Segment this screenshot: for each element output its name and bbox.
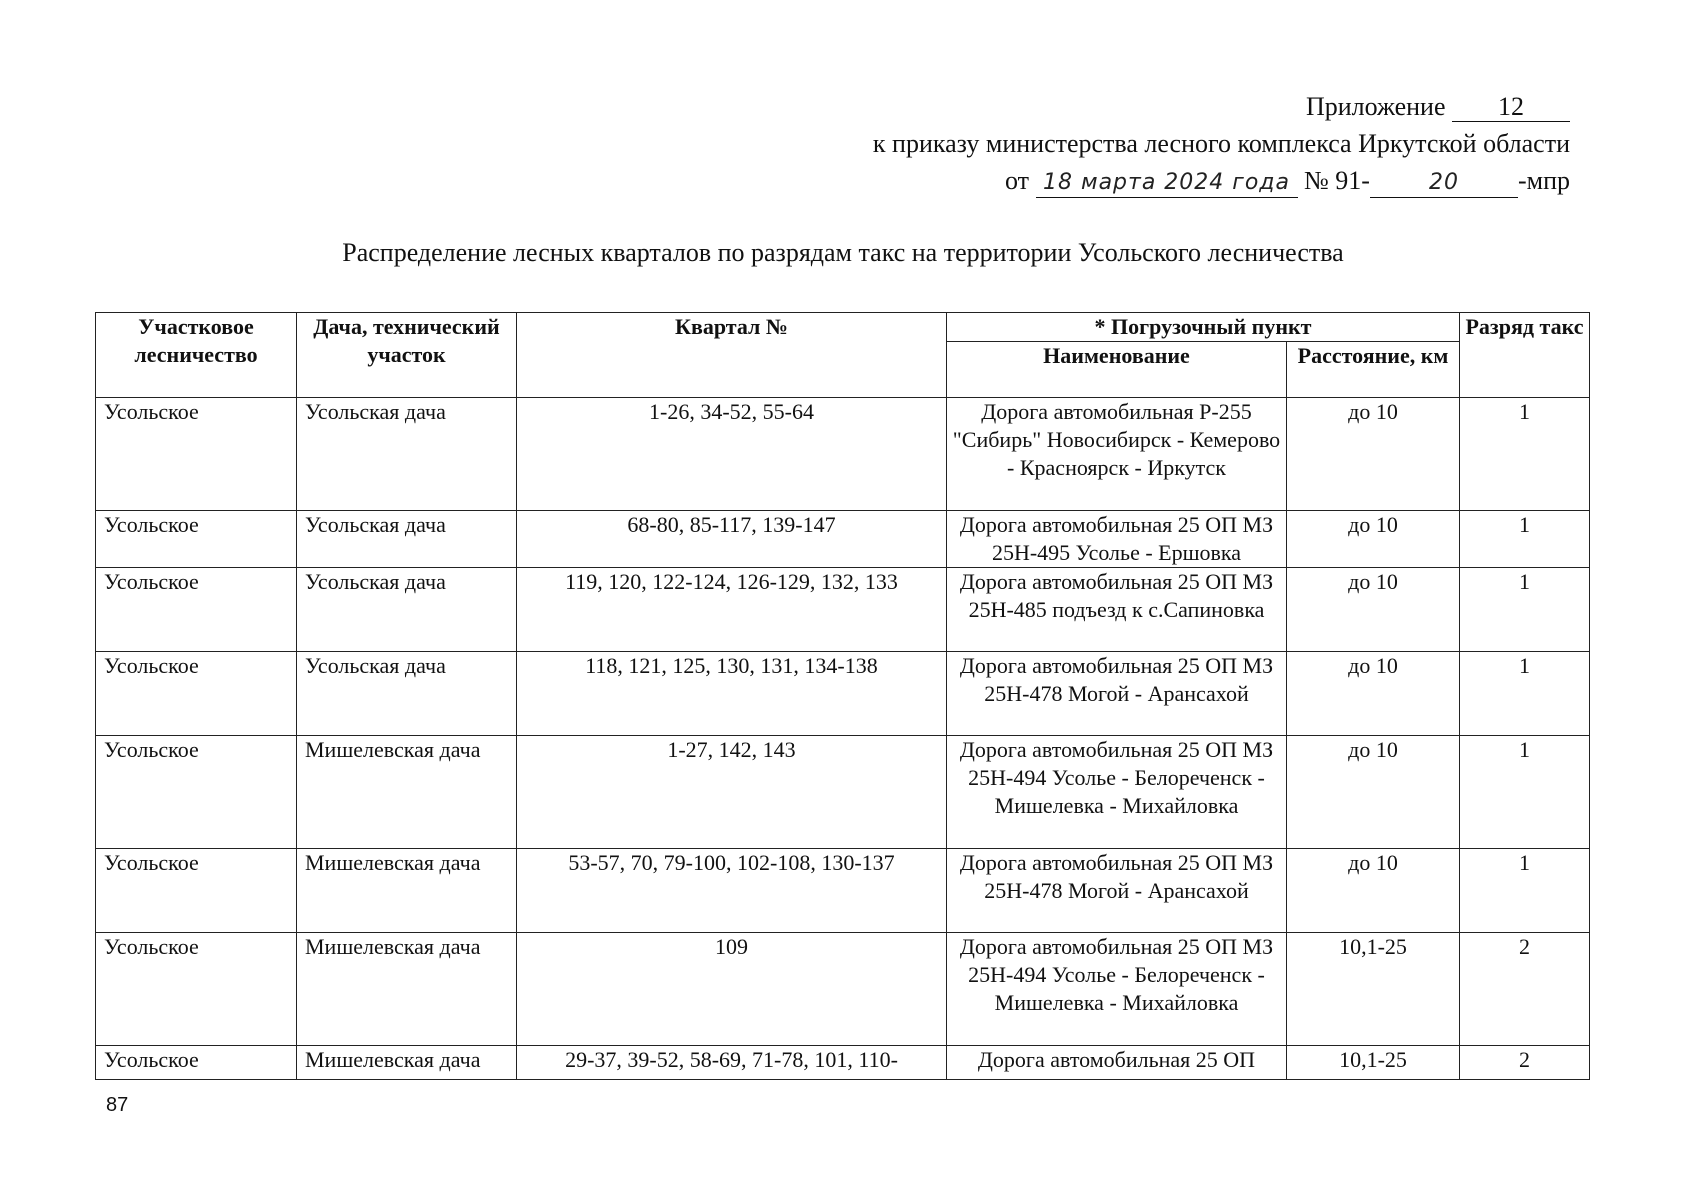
cell-distance: 10,1-25 xyxy=(1287,933,1460,1046)
cell-district: Усольское xyxy=(96,849,297,933)
appendix-order-line: к приказу министерства лесного комплекса Иркутской области xyxy=(872,129,1570,158)
appendix-block xyxy=(873,88,1570,199)
table-row xyxy=(96,849,1590,933)
appendix-title-line xyxy=(873,88,1570,125)
cell-road: Дорога автомобильная 25 ОП xyxy=(947,1046,1287,1080)
cell-rank: 2 xyxy=(1460,1046,1590,1080)
cell-distance: до 10 xyxy=(1287,849,1460,933)
cell-dacha: Усольская дача xyxy=(297,511,517,568)
table-row xyxy=(96,736,1590,849)
appendix-num-suffix: -мпр xyxy=(1517,166,1570,195)
cell-district: Усольское xyxy=(96,511,297,568)
cell-district: Усольское xyxy=(96,568,297,652)
table-row xyxy=(96,933,1590,1046)
header-distance: Расстояние, км xyxy=(1287,342,1460,398)
appendix-label: Приложение xyxy=(1305,92,1446,121)
table-row xyxy=(96,511,1590,568)
document-title: Распределение лесных кварталов по разрядам такс на территории Усольского лесничества xyxy=(342,238,1344,267)
appendix-number: 12 xyxy=(1452,93,1570,122)
cell-quarters: 1-26, 34-52, 55-64 xyxy=(517,398,947,511)
header-district: Участковое лесничество xyxy=(96,313,297,398)
table-row xyxy=(96,652,1590,736)
cell-district: Усольское xyxy=(96,933,297,1046)
header-loading-point: * Погрузочный пункт xyxy=(947,313,1460,342)
cell-road: Дорога автомобильная 25 ОП МЗ 25Н-485 подъезд к с.Сапиновка xyxy=(947,568,1287,652)
cell-distance: 10,1-25 xyxy=(1287,1046,1460,1080)
table-body xyxy=(96,398,1590,1080)
cell-district: Усольское xyxy=(96,652,297,736)
cell-rank: 1 xyxy=(1460,511,1590,568)
table-row xyxy=(96,398,1590,511)
header-dacha: Дача, технический участок xyxy=(297,313,517,398)
appendix-num-handwritten: 20 xyxy=(1370,169,1518,198)
cell-district: Усольское xyxy=(96,736,297,849)
cell-dacha: Усольская дача xyxy=(297,398,517,511)
cell-quarters: 118, 121, 125, 130, 131, 134-138 xyxy=(517,652,947,736)
cell-rank: 2 xyxy=(1460,933,1590,1046)
cell-rank: 1 xyxy=(1460,849,1590,933)
cell-rank: 1 xyxy=(1460,652,1590,736)
cell-district: Усольское xyxy=(96,398,297,511)
cell-quarters: 29-37, 39-52, 58-69, 71-78, 101, 110- xyxy=(517,1046,947,1080)
page-number: 87 xyxy=(106,1094,129,1116)
cell-rank: 1 xyxy=(1460,398,1590,511)
appendix-date-handwritten: 18 марта 2024 года xyxy=(1036,169,1298,198)
table-row xyxy=(96,1046,1590,1080)
cell-quarters: 119, 120, 122-124, 126-129, 132, 133 xyxy=(517,568,947,652)
appendix-from: от xyxy=(1004,166,1029,195)
cell-dacha: Мишелевская дача xyxy=(297,1046,517,1080)
cell-dacha: Усольская дача xyxy=(297,652,517,736)
cell-rank: 1 xyxy=(1460,568,1590,652)
cell-dacha: Мишелевская дача xyxy=(297,933,517,1046)
cell-dacha: Усольская дача xyxy=(297,568,517,652)
cell-distance: до 10 xyxy=(1287,398,1460,511)
cell-quarters: 109 xyxy=(517,933,947,1046)
cell-dacha: Мишелевская дача xyxy=(297,736,517,849)
header-quarter: Квартал № xyxy=(517,313,947,398)
cell-dacha: Мишелевская дача xyxy=(297,849,517,933)
cell-road: Дорога автомобильная 25 ОП МЗ 25Н-478 Могой - Арансахой xyxy=(947,652,1287,736)
appendix-num-prefix: № 91- xyxy=(1304,166,1370,195)
cell-distance: до 10 xyxy=(1287,568,1460,652)
forest-quarters-table xyxy=(95,312,1590,1080)
header-name: Наименование xyxy=(947,342,1287,398)
cell-road: Дорога автомобильная Р-255 "Сибирь" Новосибирск - Кемерово - Красноярск - Иркутск xyxy=(947,398,1287,511)
cell-rank: 1 xyxy=(1460,736,1590,849)
cell-quarters: 68-80, 85-117, 139-147 xyxy=(517,511,947,568)
cell-distance: до 10 xyxy=(1287,736,1460,849)
cell-road: Дорога автомобильная 25 ОП МЗ 25Н-494 Усолье - Белореченск - Мишелевка - Михайловка xyxy=(947,736,1287,849)
header-rank: Разряд такс xyxy=(1460,313,1590,398)
cell-district: Усольское xyxy=(96,1046,297,1080)
table-row xyxy=(96,568,1590,652)
cell-road: Дорога автомобильная 25 ОП МЗ 25Н-495 Усолье - Ершовка xyxy=(947,511,1287,568)
cell-quarters: 53-57, 70, 79-100, 102-108, 130-137 xyxy=(517,849,947,933)
cell-quarters: 1-27, 142, 143 xyxy=(517,736,947,849)
cell-distance: до 10 xyxy=(1287,652,1460,736)
cell-distance: до 10 xyxy=(1287,511,1460,568)
cell-road: Дорога автомобильная 25 ОП МЗ 25Н-478 Могой - Арансахой xyxy=(947,849,1287,933)
cell-road: Дорога автомобильная 25 ОП МЗ 25Н-494 Усолье - Белореченск - Мишелевка - Михайловка xyxy=(947,933,1287,1046)
appendix-date-line xyxy=(873,162,1570,199)
